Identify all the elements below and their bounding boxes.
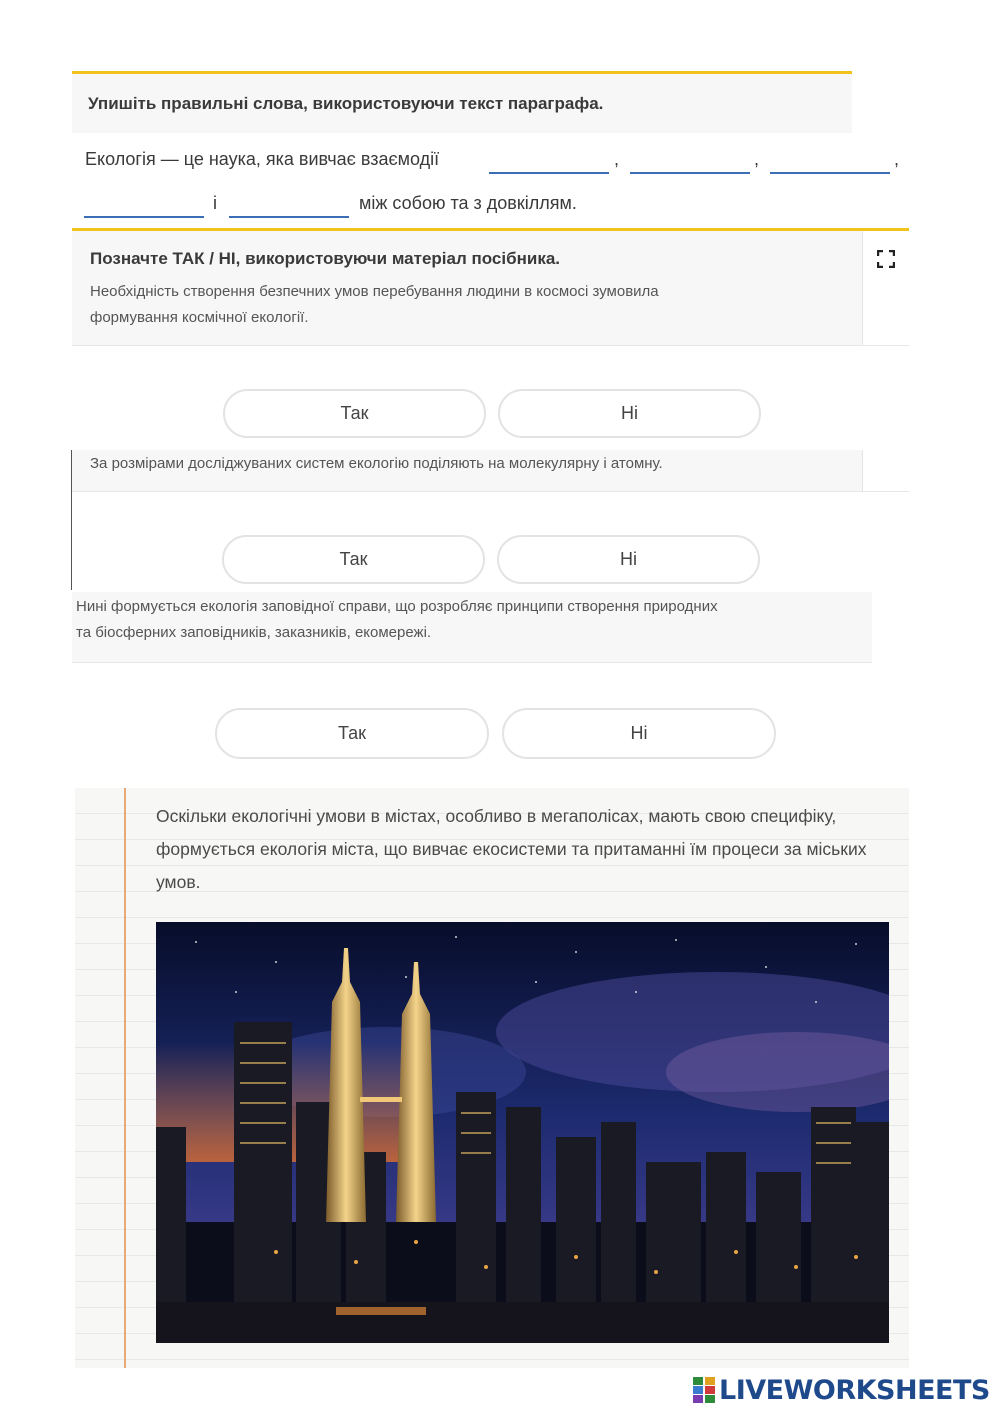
blank-4[interactable]	[84, 216, 204, 218]
statement-1-line-1: Необхідність створення безпечних умов перебування людини в космосі зумовила	[90, 283, 659, 300]
divider	[72, 662, 872, 663]
conjunction: і	[213, 193, 217, 213]
statement-3	[76, 594, 718, 646]
blank-4-input[interactable]	[84, 188, 208, 214]
logo-text: LIVEWORKSHEETS	[719, 1374, 990, 1406]
statement-3-line-1: Нині формується екологія заповідної справи, що розробляє принципи створення природних	[76, 598, 718, 615]
statement-2-line-1: За розмірами досліджуваних систем екологію поділяють на молекулярну і атомну.	[90, 455, 663, 472]
task1-title: Упишіть правильні слова, використовуючи текст параграфа.	[88, 94, 604, 113]
comma-1: ,	[614, 149, 620, 169]
blank-2[interactable]	[630, 172, 750, 174]
blank-3[interactable]	[770, 172, 890, 174]
comma-3: ,	[894, 149, 900, 169]
sentence-start: Екологія — це наука, яка вивчає взаємодії	[85, 149, 440, 169]
city-skyline-illustration	[156, 922, 889, 1343]
statement-2	[90, 451, 663, 477]
divider	[862, 450, 863, 491]
fullscreen-icon[interactable]	[877, 250, 895, 268]
task2-title: Позначте ТАК / НІ, використовуючи матеріал посібника.	[90, 249, 561, 268]
divider	[71, 450, 72, 590]
notebook-margin-line	[124, 788, 126, 1368]
statement-1-line-2: формування космічної екології.	[90, 309, 309, 326]
statement-3-yes-button[interactable]: Так	[215, 708, 489, 759]
logo-mark-icon	[693, 1377, 715, 1403]
statement-1	[90, 279, 659, 331]
blank-1[interactable]	[489, 172, 609, 174]
note-text: Оскільки екологічні умови в містах, особливо в мегаполісах, мають свою специфіку, формується екологія міста, що вивчає екосистеми та притаманні їм процеси за міських умов.	[156, 806, 867, 892]
statement-3-no-button[interactable]: Ні	[502, 708, 776, 759]
divider	[72, 345, 909, 346]
comma-2: ,	[754, 149, 760, 169]
divider	[862, 231, 863, 345]
city-skyline-image	[156, 922, 889, 1343]
task1-header	[72, 71, 852, 133]
statement-3-line-2: та біосферних заповідників, заказників, екомережі.	[76, 624, 432, 641]
blank-5[interactable]	[229, 216, 349, 218]
liveworksheets-logo	[693, 1373, 990, 1407]
sentence-end: між собою та з довкіллям.	[359, 193, 577, 213]
statement-2-yes-button[interactable]: Так	[222, 535, 485, 584]
blank-5-input[interactable]	[229, 188, 353, 214]
statement-1-yes-button[interactable]: Так	[223, 389, 486, 438]
divider	[72, 491, 909, 492]
blank-1-input[interactable]	[489, 144, 613, 170]
statement-1-no-button[interactable]: Ні	[498, 389, 761, 438]
blank-2-input[interactable]	[630, 144, 754, 170]
blank-3-input[interactable]	[770, 144, 894, 170]
statement-2-no-button[interactable]: Ні	[497, 535, 760, 584]
